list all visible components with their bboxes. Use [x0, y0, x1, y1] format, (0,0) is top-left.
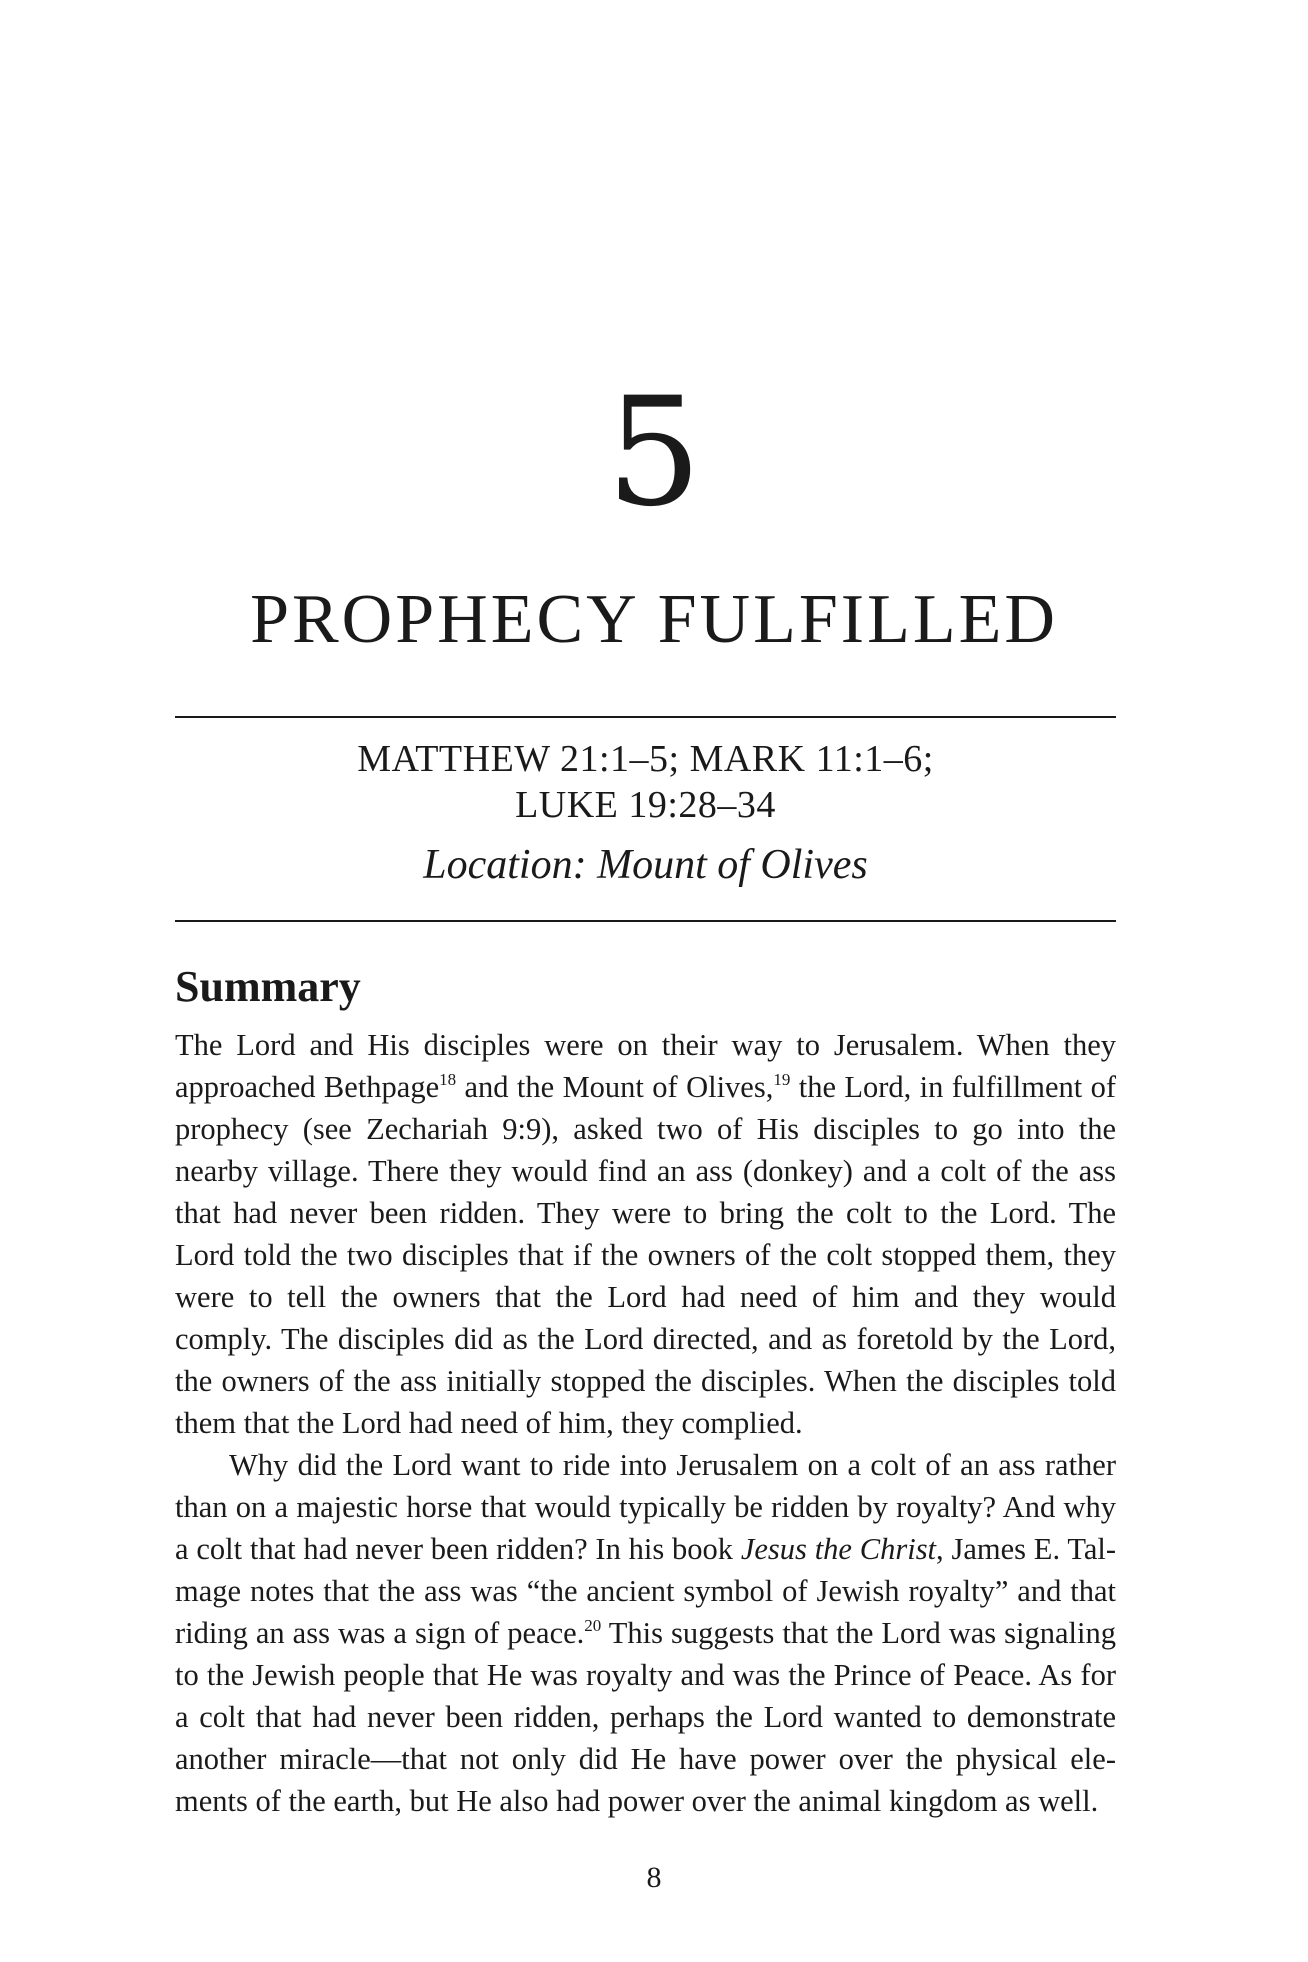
scripture-reference-line-1: MATTHEW 21:1–5; MARK 11:1–6; — [357, 738, 934, 780]
bottom-divider — [175, 920, 1116, 922]
paragraph-text: The Lord and His disciples were on their way to Jerusalem. When they approached Bethpage — [175, 1028, 1116, 1104]
summary-heading: Summary — [175, 962, 361, 1011]
location-line: Location: Mount of Olives — [423, 842, 868, 888]
footnote-marker: 20 — [584, 1616, 602, 1635]
paragraph-text: , James E. Talmage notes that the ass was “the ancient symbol of Jewish royalty” and that riding an ass was a sign of peace. — [175, 1532, 1117, 1650]
chapter-number: 5 — [606, 366, 702, 540]
summary-body — [175, 1024, 1116, 1822]
paragraph-text: the Lord, in fulfillment of prophecy (see Zechariah 9:9), asked two of His disciples to go into the nearby village. There they would find an ass (donkey) and a colt of the ass that had never been ridden. They were to bring the colt to the Lord. The Lord told the two disciples that if the owners of the colt stopped them, they were to tell the owners that the Lord had need of him and they would comply. The disciples did as the Lord directed, and as foretold by the Lord, the owners of the ass initially stopped the disciples. When the disciples told them that the Lord had need of him, they complied. — [175, 1070, 1116, 1440]
scripture-reference-line-2: LUKE 19:28–34 — [515, 784, 776, 826]
paragraph-text: This suggests that the Lord was signaling to the Jewish people that He was royalty and was the Prince of Peace. As for a colt that had never been ridden, perhaps the Lord wanted to demonstrate another miracle—that not only did He have power over the physical elements of the earth, but He also had power over the animal kingdom as well. — [175, 1616, 1116, 1818]
top-divider — [175, 716, 1116, 718]
paragraph-text: Why did the Lord want to ride into Jerusalem on a colt of an ass rather than on a majestic horse that would typically be ridden by royalty? And why a colt that had never been ridden? In his book — [175, 1448, 1116, 1566]
page-number: 8 — [646, 1861, 662, 1894]
footnote-marker: 19 — [773, 1070, 791, 1089]
summary-paragraph-1 — [175, 1024, 1116, 1444]
paragraph-text: and the Mount of Olives, — [456, 1070, 774, 1104]
footnote-marker: 18 — [439, 1070, 457, 1089]
summary-paragraph-2 — [175, 1444, 1116, 1822]
chapter-title: PROPHECY FULFILLED — [250, 581, 1058, 658]
book-title: Jesus the Christ — [740, 1532, 937, 1566]
